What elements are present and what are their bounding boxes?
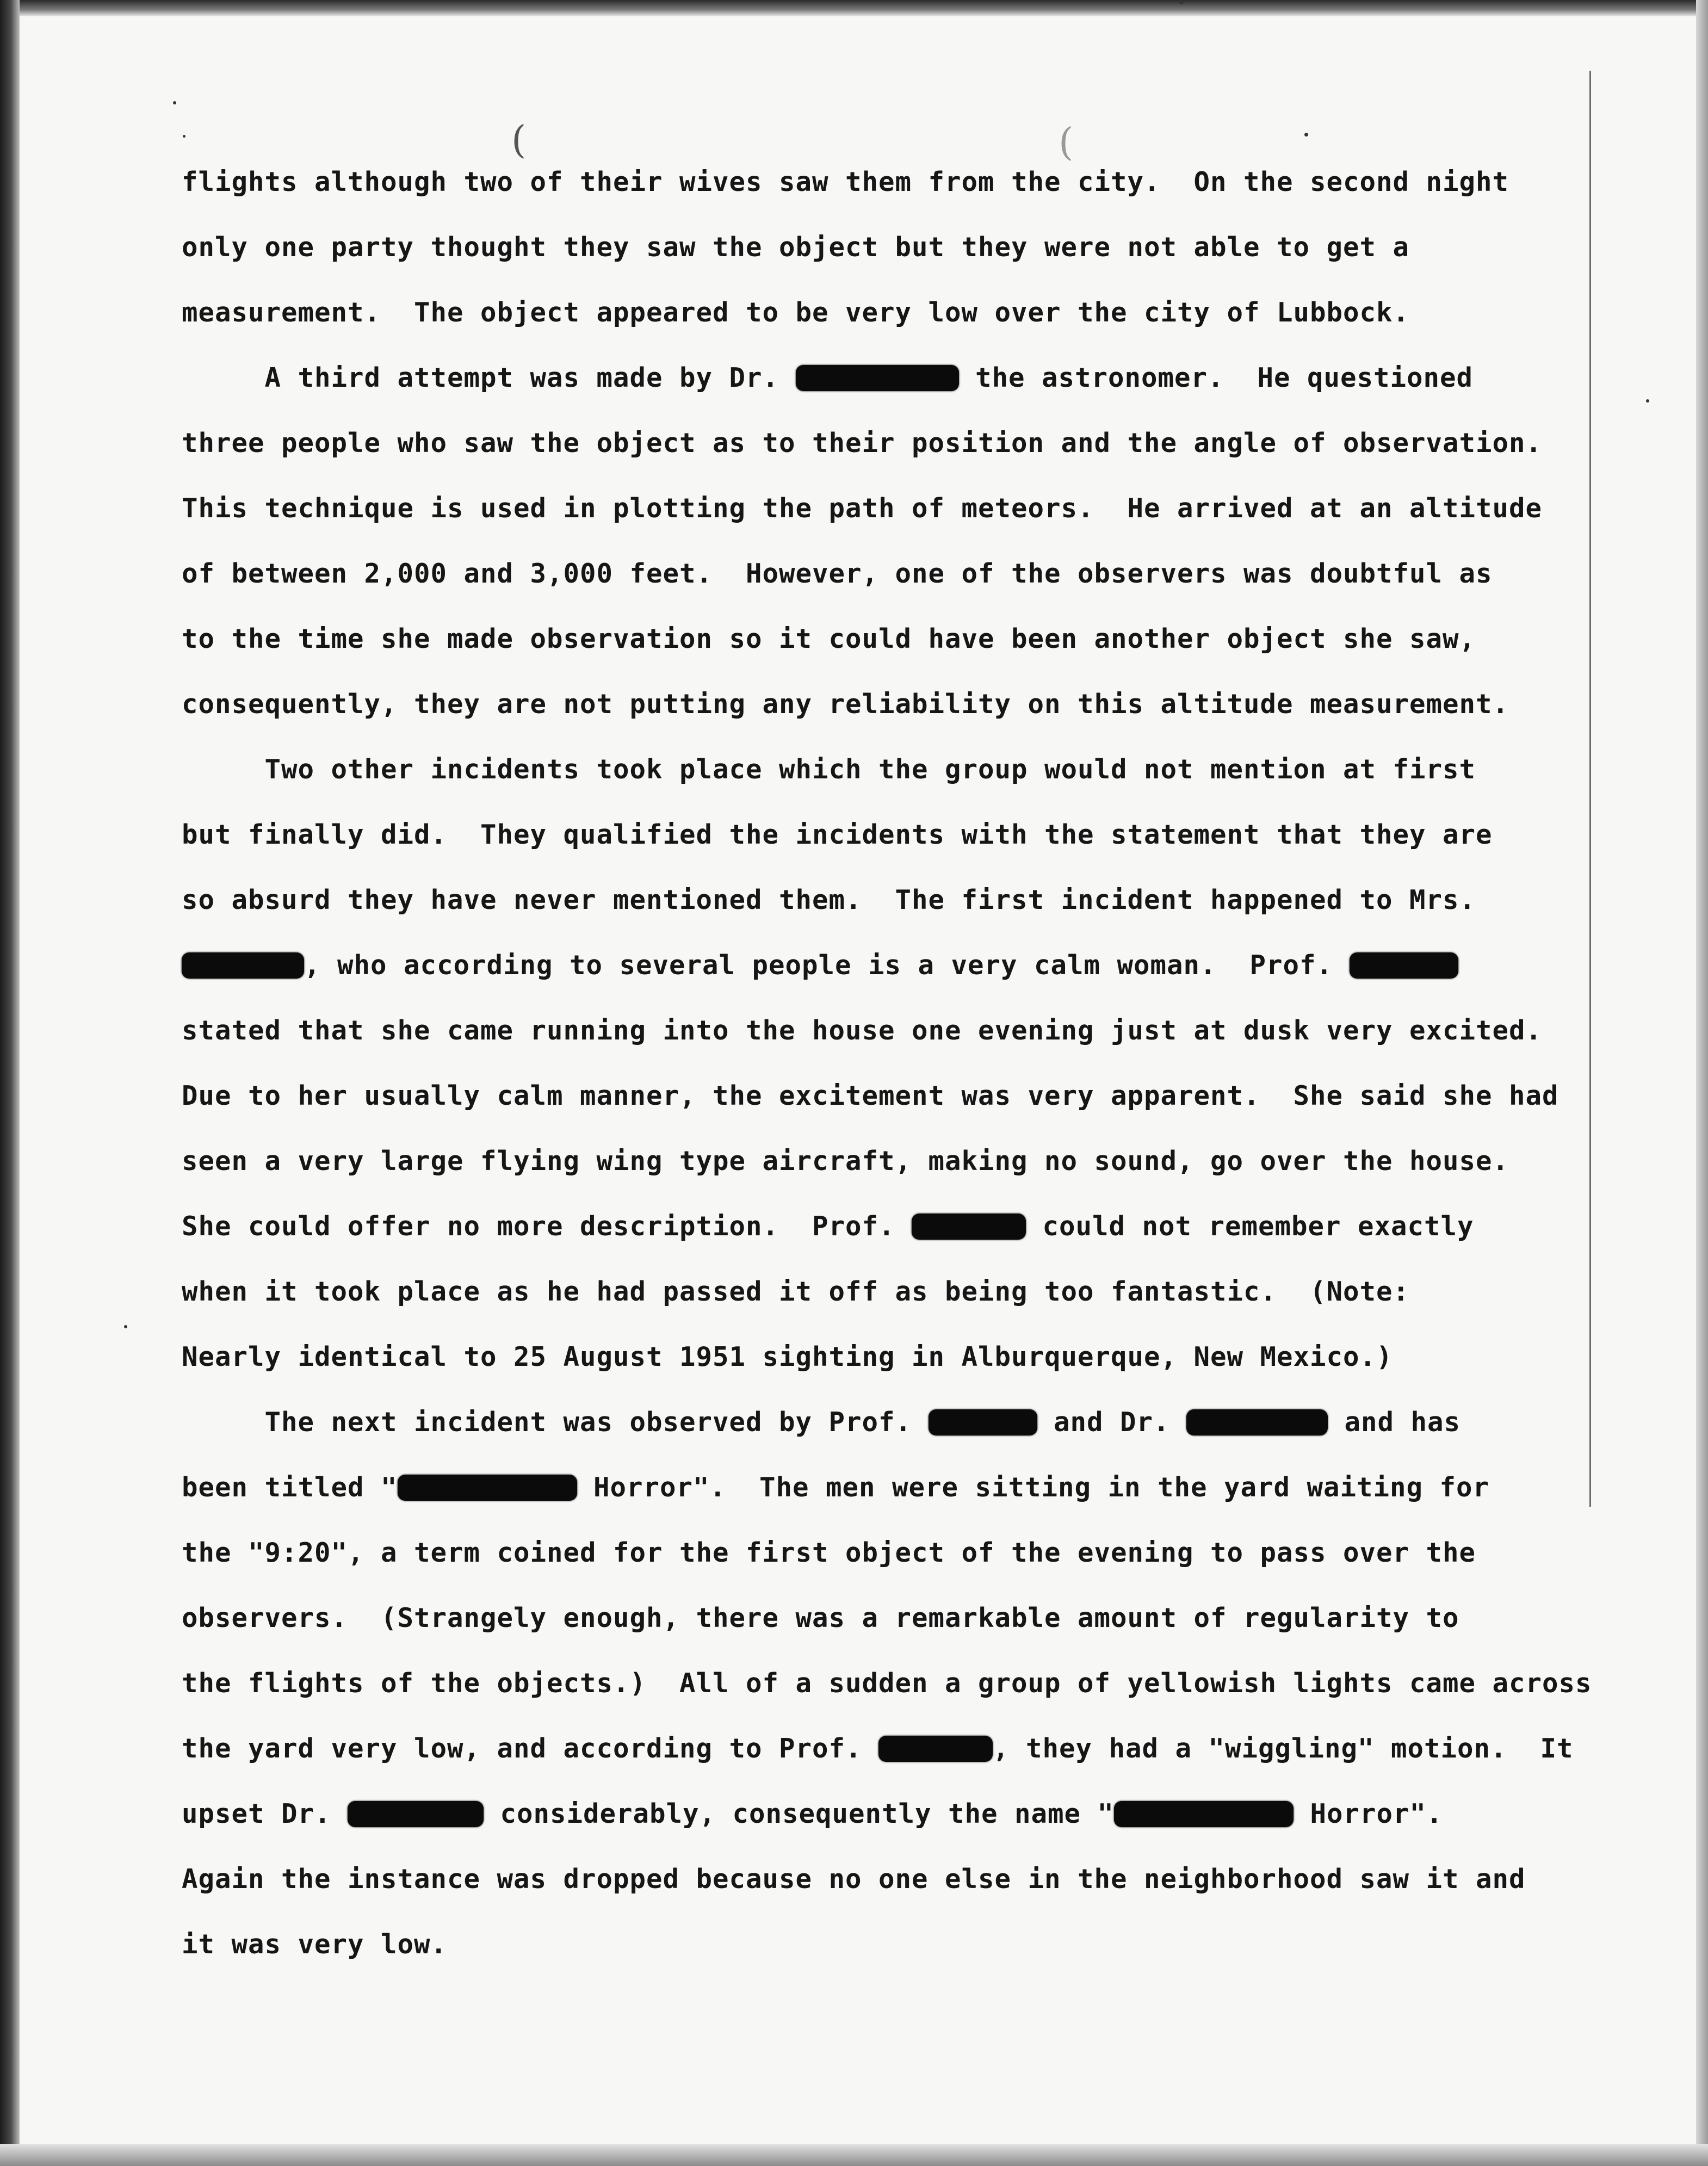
line-segment: only one party thought they saw the object but they were not able to get a xyxy=(182,232,1410,263)
line-segment: stated that she came running into the house one evening just at dusk very excited. xyxy=(182,1015,1543,1046)
line-segment: Two other incidents took place which the group would not mention at first xyxy=(182,754,1476,785)
text-line xyxy=(182,1667,1592,1700)
scan-border-bottom xyxy=(0,2144,1708,2166)
line-segment: The next incident was observed by Prof. xyxy=(182,1407,929,1438)
line-segment: the "9:20", a term coined for the first object of the evening to pass over the xyxy=(182,1537,1476,1568)
scan-speck xyxy=(173,101,176,104)
line-segment: , they had a "wiggling" motion. It xyxy=(993,1733,1574,1764)
text-line xyxy=(182,1276,1409,1308)
text-line xyxy=(182,819,1493,851)
line-segment: considerably, consequently the name " xyxy=(484,1798,1115,1829)
line-segment: when it took place as he had passed it off as being too fantastic. (Note: xyxy=(182,1276,1410,1307)
redaction-bar xyxy=(796,365,959,391)
text-line xyxy=(182,753,1476,786)
line-segment: A third attempt was made by Dr. xyxy=(182,362,796,393)
text-line xyxy=(182,296,1409,329)
text-line xyxy=(182,362,1473,394)
text-line xyxy=(182,688,1509,721)
line-segment: Due to her usually calm manner, the excitement was very apparent. She said she had xyxy=(182,1080,1559,1111)
line-segment: consequently, they are not putting any reliability on this altitude measurement. xyxy=(182,689,1509,720)
line-segment: She could offer no more description. Prof. xyxy=(182,1211,912,1242)
scan-border-right xyxy=(1696,0,1708,2166)
redaction-bar xyxy=(1186,1409,1328,1435)
line-segment: of between 2,000 and 3,000 feet. However, one of the observers was doubtful as xyxy=(182,558,1493,589)
line-segment: the astronomer. He questioned xyxy=(958,362,1474,393)
redaction-bar xyxy=(1350,952,1458,979)
redaction-bar xyxy=(398,1475,577,1501)
line-segment: it was very low. xyxy=(182,1929,448,1960)
redaction-bar xyxy=(1114,1801,1294,1827)
redaction-bar xyxy=(348,1801,484,1827)
text-line xyxy=(182,1471,1489,1504)
redaction-bar xyxy=(878,1736,993,1762)
text-line xyxy=(182,1080,1559,1112)
text-line xyxy=(182,166,1509,199)
scan-border-top xyxy=(0,0,1708,16)
text-line xyxy=(182,1014,1542,1047)
line-segment: observers. (Strangely enough, there was a remarkable amount of regularity to xyxy=(182,1602,1459,1633)
line-segment: the yard very low, and according to Prof. xyxy=(182,1733,879,1764)
text-line xyxy=(182,1863,1526,1896)
line-segment: flights although two of their wives saw them from the city. On the second night xyxy=(182,166,1509,197)
scan-speck xyxy=(183,135,185,138)
line-segment: the flights of the objects.) All of a sudden a group of yellowish lights came across xyxy=(182,1668,1592,1699)
text-line xyxy=(182,1537,1476,1569)
line-segment: to the time she made observation so it could have been another object she saw, xyxy=(182,623,1476,654)
line-segment: so absurd they have never mentioned them. The first incident happened to Mrs. xyxy=(182,884,1476,915)
line-segment: been titled " xyxy=(182,1472,398,1503)
line-segment: Horror". xyxy=(1294,1798,1443,1829)
text-line xyxy=(182,558,1493,590)
text-line xyxy=(182,231,1409,264)
line-segment: Nearly identical to 25 August 1951 sighting in Alburquerque, New Mexico.) xyxy=(182,1341,1393,1372)
line-segment: measurement. The object appeared to be very low over the city of Lubbock. xyxy=(182,297,1410,328)
text-line xyxy=(182,1341,1393,1373)
right-margin-rule xyxy=(1589,71,1591,1507)
line-segment: Horror". The men were sitting in the yard waiting for xyxy=(577,1472,1490,1503)
redaction-bar xyxy=(182,952,304,979)
scan-speck xyxy=(124,1325,127,1328)
text-line xyxy=(182,1210,1474,1243)
redaction-bar xyxy=(929,1409,1037,1435)
text-line xyxy=(182,1798,1443,1830)
text-line xyxy=(182,1602,1459,1635)
line-segment: This technique is used in plotting the path of meteors. He arrived at an altitude xyxy=(182,493,1543,524)
line-segment: seen a very large flying wing type aircraft, making no sound, go over the house. xyxy=(182,1146,1509,1177)
scan-border-left xyxy=(0,0,20,2166)
margin-pencil-mark: ( xyxy=(511,117,527,162)
redaction-bar xyxy=(912,1214,1026,1240)
text-line xyxy=(182,1145,1509,1178)
scan-speck xyxy=(1179,0,1184,4)
text-line xyxy=(182,1406,1461,1439)
line-segment: , who according to several people is a very calm woman. Prof. xyxy=(304,950,1350,981)
scan-speck xyxy=(1304,133,1308,137)
text-line xyxy=(182,884,1476,917)
line-segment: three people who saw the object as to their position and the angle of observation. xyxy=(182,428,1543,459)
text-line xyxy=(182,949,1458,982)
text-line xyxy=(182,1928,447,1961)
margin-pencil-mark: ( xyxy=(1059,120,1074,164)
text-line xyxy=(182,623,1476,655)
text-line xyxy=(182,427,1542,460)
scan-speck xyxy=(1646,399,1649,403)
line-segment: and has xyxy=(1328,1407,1461,1438)
line-segment: upset Dr. xyxy=(182,1798,348,1829)
line-segment: and Dr. xyxy=(1037,1407,1187,1438)
line-segment: Again the instance was dropped because no one else in the neighborhood saw it and xyxy=(182,1864,1526,1895)
text-line xyxy=(182,492,1542,525)
line-segment: could not remember exactly xyxy=(1026,1211,1474,1242)
line-segment: but finally did. They qualified the incidents with the statement that they are xyxy=(182,819,1493,850)
text-line xyxy=(182,1732,1574,1765)
